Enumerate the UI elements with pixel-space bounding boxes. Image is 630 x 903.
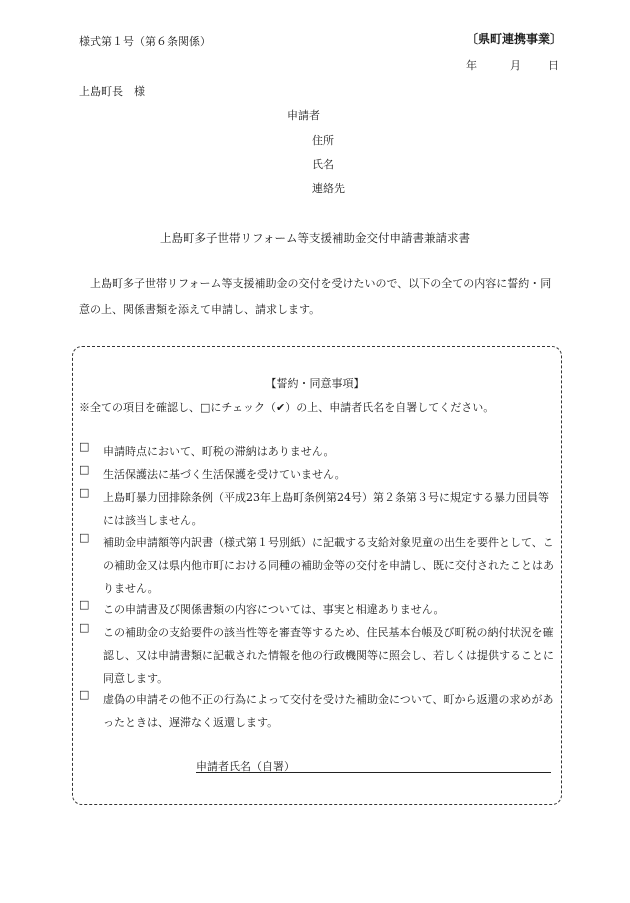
checkbox[interactable]: □ bbox=[79, 486, 90, 499]
consent-instruction: ※全ての項目を確認し、□にチェック（✔）の上、申請者氏名を自署してください。 bbox=[79, 401, 495, 414]
signature-label: 申請者氏名（自署） bbox=[196, 760, 295, 773]
document-title: 上島町多子世帯リフォーム等支援補助金交付申請書兼請求書 bbox=[160, 231, 470, 245]
date-day-label: 日 bbox=[548, 59, 559, 72]
project-tag: 〔県町連携事業〕 bbox=[466, 32, 563, 46]
consent-item-text: 補助金申請額等内訳書（様式第１号別紙）に記載する支給対象児童の出生を要件として、この補助金又は県内他市町における同種の補助金等の交付を申請し、既に交付されたことはありません。 bbox=[103, 536, 554, 595]
address-label: 住所 bbox=[312, 134, 334, 147]
checkbox[interactable]: □ bbox=[79, 531, 90, 544]
date-month-label: 月 bbox=[510, 59, 521, 72]
checkbox[interactable]: □ bbox=[79, 598, 90, 611]
consent-item-text: 上島町暴力団排除条例（平成23年上島町条例第24号）第２条第３号に規定する暴力団員等には該当しません。 bbox=[103, 491, 549, 527]
name-label: 氏名 bbox=[312, 158, 334, 171]
consent-item-text: 虚偽の申請その他不正の行為によって交付を受けた補助金について、町から返還の求めがあったときは、遅滞なく返還します。 bbox=[103, 693, 554, 729]
consent-item-text: 生活保護法に基づく生活保護を受けていません。 bbox=[103, 468, 346, 481]
signature-line[interactable] bbox=[196, 772, 551, 773]
contact-label: 連絡先 bbox=[312, 182, 345, 195]
checkbox[interactable]: □ bbox=[79, 621, 90, 634]
checkbox[interactable]: □ bbox=[79, 688, 90, 701]
consent-item-text: この申請書及び関係書類の内容については、事実と相違ありません。 bbox=[103, 603, 445, 616]
applicant-heading: 申請者 bbox=[287, 109, 320, 122]
intro-paragraph: 上島町多子世帯リフォーム等支援補助金の交付を受けたいので、以下の全ての内容に誓約・同意の上、関係書類を添えて申請し、請求します。 bbox=[79, 277, 552, 316]
consent-item-text: 申請時点において、町税の滞納はありません。 bbox=[103, 445, 335, 458]
date-line bbox=[466, 57, 559, 73]
consent-heading: 【誓約・同意事項】 bbox=[265, 377, 365, 390]
addressee: 上島町長 様 bbox=[79, 85, 145, 98]
checkbox[interactable]: □ bbox=[79, 440, 90, 453]
checkbox[interactable]: □ bbox=[79, 463, 90, 476]
consent-item-text: この補助金の支給要件の該当性等を審査等するため、住民基本台帳及び町税の納付状況を確認し、又は申請書類に記載された情報を他の行政機関等に照会し、若しくは提供することに同意します。 bbox=[103, 626, 554, 685]
form-number: 様式第１号（第６条関係） bbox=[79, 35, 211, 48]
date-year-label: 年 bbox=[466, 59, 477, 72]
